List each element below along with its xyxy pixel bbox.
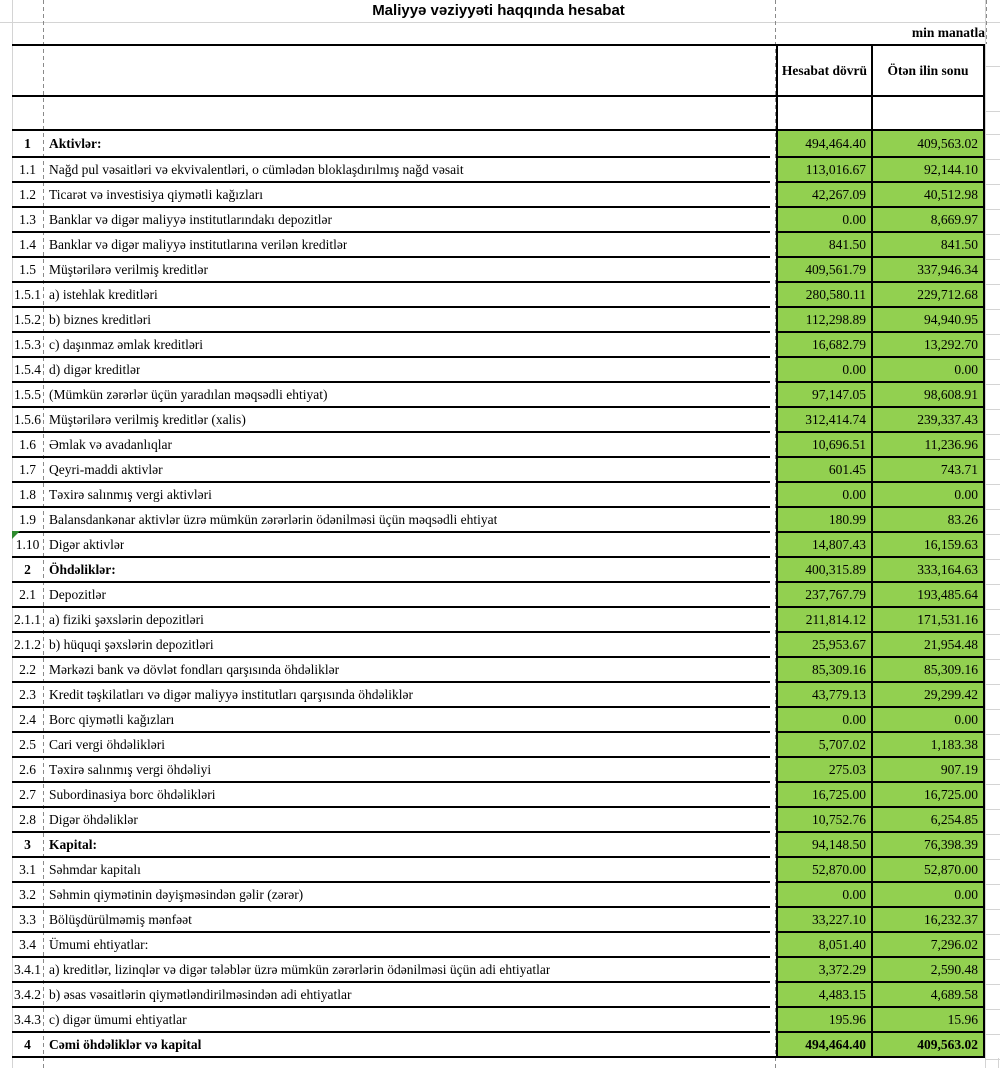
table-row bbox=[12, 656, 770, 681]
row-number-cell[interactable]: 3.3 bbox=[19, 911, 36, 927]
value-cell-current[interactable]: 113,016.67 bbox=[778, 158, 873, 181]
row-label-cell[interactable]: Əmlak və avadanlıqlar bbox=[49, 436, 172, 452]
row-number-cell[interactable]: 1.2 bbox=[19, 186, 36, 202]
table-row bbox=[12, 456, 770, 481]
gridline bbox=[985, 1059, 1000, 1060]
table-row bbox=[12, 981, 770, 1006]
value-cell-current[interactable]: 43,779.13 bbox=[778, 683, 873, 706]
row-number-cell[interactable]: 3 bbox=[24, 836, 31, 852]
table-row bbox=[12, 156, 770, 181]
empty-cell-border bbox=[871, 97, 873, 129]
table-row-values bbox=[778, 831, 983, 856]
row-label-cell[interactable]: Cəmi öhdəliklər və kapital bbox=[49, 1036, 202, 1052]
value-cell-previous[interactable]: 21,954.48 bbox=[873, 633, 983, 656]
value-cell-previous[interactable]: 337,946.34 bbox=[873, 258, 983, 281]
row-number-cell[interactable]: 1.10 bbox=[15, 536, 40, 552]
value-cell-previous[interactable]: 76,398.39 bbox=[873, 833, 983, 856]
value-cell-previous[interactable]: 7,296.02 bbox=[873, 933, 983, 956]
table-row bbox=[12, 231, 770, 256]
value-cell-previous[interactable]: 841.50 bbox=[873, 233, 983, 256]
value-cell-current[interactable]: 0.00 bbox=[778, 208, 873, 231]
row-number-cell[interactable]: 3.1 bbox=[19, 861, 36, 877]
value-cell-previous[interactable]: 193,485.64 bbox=[873, 583, 983, 606]
gridline bbox=[985, 684, 1000, 685]
table-row-values bbox=[778, 1031, 983, 1056]
row-label-cell[interactable]: a) istehlak kreditləri bbox=[49, 286, 158, 302]
comment-marker-icon bbox=[12, 531, 20, 539]
table-row-values bbox=[778, 281, 983, 306]
table-row-values bbox=[778, 981, 983, 1006]
table-row-values bbox=[778, 131, 983, 156]
gridline bbox=[985, 959, 1000, 960]
table-row bbox=[12, 931, 770, 956]
table-row bbox=[12, 1006, 770, 1031]
row-label-cell[interactable]: b) biznes kreditləri bbox=[49, 311, 151, 327]
table-row bbox=[12, 756, 770, 781]
row-label-cell[interactable]: Banklar və digər maliyyə institutlarına verilən kreditlər bbox=[49, 236, 348, 252]
table-row-values bbox=[778, 681, 983, 706]
value-cell-previous[interactable]: 85,309.16 bbox=[873, 658, 983, 681]
row-number-cell[interactable]: 1.4 bbox=[19, 236, 36, 252]
value-cell-previous[interactable]: 0.00 bbox=[873, 883, 983, 906]
gridline bbox=[985, 134, 1000, 135]
row-label-cell[interactable]: Mərkəzi bank və dövlət fondları qarşısında öhdəliklər bbox=[49, 661, 340, 677]
table-row-values bbox=[778, 406, 983, 431]
value-cell-current[interactable]: 0.00 bbox=[778, 358, 873, 381]
table-row-values bbox=[778, 531, 983, 556]
row-label-cell[interactable]: Borc qiymətli kağızları bbox=[49, 711, 175, 727]
row-number-cell[interactable]: 2 bbox=[24, 561, 31, 577]
value-cell-previous[interactable]: 333,164.63 bbox=[873, 558, 983, 581]
value-cell-current[interactable]: 0.00 bbox=[778, 708, 873, 731]
row-number-cell[interactable]: 2.1 bbox=[19, 586, 36, 602]
table-row bbox=[12, 681, 770, 706]
gridline bbox=[985, 111, 1000, 112]
table-row bbox=[12, 431, 770, 456]
table-row bbox=[12, 481, 770, 506]
value-cell-current[interactable]: 494,464.40 bbox=[778, 1033, 873, 1056]
row-number-cell[interactable]: 1.5.3 bbox=[14, 336, 41, 352]
table-row bbox=[12, 556, 770, 581]
value-cell-previous[interactable]: 1,183.38 bbox=[873, 733, 983, 756]
row-label-cell[interactable]: Subordinasiya borc öhdəlikləri bbox=[49, 786, 216, 802]
table-row-values bbox=[778, 856, 983, 881]
row-number-cell[interactable]: 1.7 bbox=[19, 461, 36, 477]
value-cell-previous[interactable]: 0.00 bbox=[873, 358, 983, 381]
value-cell-current[interactable]: 3,372.29 bbox=[778, 958, 873, 981]
gridline bbox=[985, 984, 1000, 985]
gridline bbox=[985, 884, 1000, 885]
row-number-cell[interactable]: 3.4.2 bbox=[14, 986, 41, 1002]
row-number-cell[interactable]: 2.8 bbox=[19, 811, 36, 827]
value-cell-previous[interactable]: 16,159.63 bbox=[873, 533, 983, 556]
gridline bbox=[985, 509, 1000, 510]
table-row-values bbox=[778, 431, 983, 456]
value-cell-previous[interactable]: 16,232.37 bbox=[873, 908, 983, 931]
table-row-values bbox=[778, 206, 983, 231]
value-cell-previous[interactable]: 907.19 bbox=[873, 758, 983, 781]
value-cell-current[interactable]: 494,464.40 bbox=[778, 131, 873, 156]
row-label-cell[interactable]: Səhmin qiymətinin dəyişməsindən gəlir (zərər) bbox=[49, 886, 304, 902]
table-row-values bbox=[778, 331, 983, 356]
gridline bbox=[985, 1009, 1000, 1010]
gridline bbox=[985, 559, 1000, 560]
value-cell-current[interactable]: 94,148.50 bbox=[778, 833, 873, 856]
table-row bbox=[12, 281, 770, 306]
gridline bbox=[985, 934, 1000, 935]
table-row-values bbox=[778, 231, 983, 256]
row-number-cell[interactable]: 1 bbox=[24, 135, 31, 151]
value-cell-previous[interactable]: 13,292.70 bbox=[873, 333, 983, 356]
value-cell-current[interactable]: 400,315.89 bbox=[778, 558, 873, 581]
table-row-values bbox=[778, 606, 983, 631]
row-number-cell[interactable]: 2.2 bbox=[19, 661, 36, 677]
page-break-line bbox=[986, 0, 987, 44]
table-row-values bbox=[778, 731, 983, 756]
table-row-values bbox=[778, 456, 983, 481]
table-row-values bbox=[778, 906, 983, 931]
row-number-cell[interactable]: 3.4 bbox=[19, 936, 36, 952]
gridline bbox=[985, 459, 1000, 460]
gridline bbox=[985, 584, 1000, 585]
row-number-cell[interactable]: 2.5 bbox=[19, 736, 36, 752]
value-cell-previous[interactable]: 11,236.96 bbox=[873, 433, 983, 456]
value-cell-current[interactable]: 601.45 bbox=[778, 458, 873, 481]
gridline bbox=[985, 309, 1000, 310]
table-row bbox=[12, 406, 770, 431]
gridline bbox=[985, 409, 1000, 410]
table-row bbox=[12, 631, 770, 656]
value-cell-previous[interactable]: 98,608.91 bbox=[873, 383, 983, 406]
row-label-column bbox=[12, 131, 770, 1056]
value-cell-previous[interactable]: 4,689.58 bbox=[873, 983, 983, 1006]
row-label-cell[interactable]: c) digər ümumi ehtiyatlar bbox=[49, 1011, 187, 1027]
row-number-cell[interactable]: 3.4.1 bbox=[14, 961, 41, 977]
value-cell-current[interactable]: 10,696.51 bbox=[778, 433, 873, 456]
row-label-cell[interactable]: Cari vergi öhdəlikləri bbox=[49, 736, 165, 752]
table-row bbox=[12, 131, 770, 156]
row-label-cell[interactable]: Bölüşdürülməmiş mənfəət bbox=[49, 911, 192, 927]
row-number-cell[interactable]: 1.8 bbox=[19, 486, 36, 502]
row-label-cell[interactable]: a) fiziki şəxslərin depozitləri bbox=[49, 611, 204, 627]
table-row-values bbox=[778, 956, 983, 981]
table-row-values bbox=[778, 506, 983, 531]
table-row-values bbox=[778, 706, 983, 731]
table-row bbox=[12, 906, 770, 931]
table-row-values bbox=[778, 256, 983, 281]
table-row-values bbox=[778, 631, 983, 656]
table-row bbox=[12, 531, 770, 556]
row-number-cell[interactable]: 1.9 bbox=[19, 511, 36, 527]
value-cell-previous[interactable]: 83.26 bbox=[873, 508, 983, 531]
table-row bbox=[12, 881, 770, 906]
table-row-values bbox=[778, 1006, 983, 1031]
row-number-cell[interactable]: 2.6 bbox=[19, 761, 36, 777]
row-label-cell[interactable]: b) hüquqi şəxslərin depozitləri bbox=[49, 636, 214, 652]
row-label-cell[interactable]: Müştərilərə verilmiş kreditlər bbox=[49, 261, 208, 277]
value-cell-current[interactable]: 0.00 bbox=[778, 483, 873, 506]
row-label-cell[interactable]: Banklar və digər maliyyə institutlarındakı depozitlər bbox=[49, 211, 333, 227]
row-label-cell[interactable]: (Mümkün zərərlər üçün yaradılan məqsədli ehtiyat) bbox=[49, 386, 328, 402]
value-cell-current[interactable]: 211,814.12 bbox=[778, 608, 873, 631]
gridline bbox=[985, 209, 1000, 210]
value-cell-current[interactable]: 85,309.16 bbox=[778, 658, 873, 681]
table-row bbox=[12, 831, 770, 856]
row-label-cell[interactable]: Ticarət və investisiya qiymətli kağızları bbox=[49, 186, 263, 202]
value-cell-current[interactable]: 25,953.67 bbox=[778, 633, 873, 656]
table-row bbox=[12, 506, 770, 531]
gridline bbox=[985, 384, 1000, 385]
table-row bbox=[12, 381, 770, 406]
gridline bbox=[985, 159, 1000, 160]
value-cell-current[interactable]: 4,483.15 bbox=[778, 983, 873, 1006]
gridline bbox=[985, 809, 1000, 810]
value-cell-current[interactable]: 841.50 bbox=[778, 233, 873, 256]
row-number-cell[interactable]: 1.3 bbox=[19, 211, 36, 227]
value-cell-previous[interactable]: 229,712.68 bbox=[873, 283, 983, 306]
row-label-cell[interactable]: Digər öhdəliklər bbox=[49, 811, 138, 827]
gridline bbox=[985, 1034, 1000, 1035]
value-cell-previous[interactable]: 743.71 bbox=[873, 458, 983, 481]
unit-note: min manatla bbox=[911, 25, 985, 40]
table-row bbox=[12, 581, 770, 606]
value-cell-previous[interactable]: 8,669.97 bbox=[873, 208, 983, 231]
table-row-values bbox=[778, 306, 983, 331]
value-cell-previous[interactable]: 29,299.42 bbox=[873, 683, 983, 706]
value-cell-previous[interactable]: 409,563.02 bbox=[873, 131, 983, 156]
value-cell-previous[interactable]: 16,725.00 bbox=[873, 783, 983, 806]
table-row-values bbox=[778, 781, 983, 806]
row-label-cell[interactable]: Depozitlər bbox=[49, 586, 106, 602]
table-row-values bbox=[778, 356, 983, 381]
row-label-cell[interactable]: Təxirə salınmış vergi aktivləri bbox=[49, 486, 212, 502]
gridline bbox=[985, 859, 1000, 860]
column-header-current[interactable]: Hesabat dövrü bbox=[778, 46, 873, 95]
gridline bbox=[985, 659, 1000, 660]
row-label-cell[interactable]: c) daşınmaz əmlak kreditləri bbox=[49, 336, 204, 352]
row-number-cell[interactable]: 3.4.3 bbox=[14, 1011, 41, 1027]
row-label-cell[interactable]: Kredit təşkilatları və digər maliyyə institutları qarşısında öhdəliklər bbox=[49, 686, 414, 702]
row-label-cell[interactable]: Aktivlər: bbox=[49, 135, 102, 151]
row-label-cell[interactable]: Kapital: bbox=[49, 836, 98, 852]
row-number-cell[interactable]: 1.6 bbox=[19, 436, 36, 452]
value-cell-previous[interactable]: 94,940.95 bbox=[873, 308, 983, 331]
table-row-values bbox=[778, 481, 983, 506]
row-label-cell[interactable]: Müştərilərə verilmiş kreditlər (xalis) bbox=[49, 411, 246, 427]
table-row-values bbox=[778, 756, 983, 781]
table-row bbox=[12, 731, 770, 756]
column-header-previous[interactable]: Ötən ilin sonu bbox=[887, 63, 969, 78]
gridline bbox=[985, 359, 1000, 360]
row-number-cell[interactable]: 1.5.4 bbox=[14, 361, 41, 377]
row-label-cell[interactable]: Səhmdar kapitalı bbox=[49, 861, 141, 877]
value-cell-current[interactable]: 16,682.79 bbox=[778, 333, 873, 356]
row-number-cell[interactable]: 2.1.2 bbox=[14, 636, 41, 652]
row-number-cell[interactable]: 1.5.5 bbox=[14, 386, 41, 402]
gridline bbox=[985, 284, 1000, 285]
table-row bbox=[12, 181, 770, 206]
value-cell-previous[interactable]: 239,337.43 bbox=[873, 408, 983, 431]
row-number-cell[interactable]: 2.3 bbox=[19, 686, 36, 702]
gridline bbox=[985, 484, 1000, 485]
value-cell-current[interactable]: 33,227.10 bbox=[778, 908, 873, 931]
gridline bbox=[985, 734, 1000, 735]
column-header-box bbox=[776, 44, 985, 97]
value-cell-previous[interactable]: 15.96 bbox=[873, 1008, 983, 1031]
value-cell-current[interactable]: 52,870.00 bbox=[778, 858, 873, 881]
empty-cell-border bbox=[776, 97, 778, 129]
table-row-values bbox=[778, 381, 983, 406]
rule-line bbox=[12, 95, 985, 97]
row-number-cell[interactable]: 2.4 bbox=[19, 711, 36, 727]
table-row bbox=[12, 256, 770, 281]
row-number-cell[interactable]: 1.5.2 bbox=[14, 311, 41, 327]
row-label-cell[interactable]: Qeyri-maddi aktivlər bbox=[49, 461, 163, 477]
row-number-cell[interactable]: 1.1 bbox=[19, 161, 36, 177]
table-row bbox=[12, 356, 770, 381]
sheet-title: Maliyyə vəziyyəti haqqında hesabat bbox=[372, 2, 625, 19]
row-number-cell[interactable]: 1.5.6 bbox=[14, 411, 41, 427]
gridline bbox=[985, 234, 1000, 235]
table-row bbox=[12, 956, 770, 981]
table-row-values bbox=[778, 931, 983, 956]
value-cell-previous[interactable]: 40,512.98 bbox=[873, 183, 983, 206]
value-cell-current[interactable]: 42,267.09 bbox=[778, 183, 873, 206]
row-label-cell[interactable]: Nağd pul vəsaitləri və ekvivalentləri, o cümlədən bloklaşdırılmış nağd vəsait bbox=[49, 161, 464, 177]
row-label-cell[interactable]: d) digər kreditlər bbox=[49, 361, 141, 377]
gridline bbox=[985, 784, 1000, 785]
value-cell-current[interactable]: 16,725.00 bbox=[778, 783, 873, 806]
gridline bbox=[985, 434, 1000, 435]
value-cell-current[interactable]: 275.03 bbox=[778, 758, 873, 781]
value-cell-previous[interactable]: 52,870.00 bbox=[873, 858, 983, 881]
table-row-values bbox=[778, 881, 983, 906]
row-number-cell[interactable]: 4 bbox=[24, 1036, 31, 1052]
row-number-cell[interactable]: 2.7 bbox=[19, 786, 36, 802]
value-cell-current[interactable]: 5,707.02 bbox=[778, 733, 873, 756]
value-cell-previous[interactable]: 0.00 bbox=[873, 483, 983, 506]
value-cell-current[interactable]: 10,752.76 bbox=[778, 808, 873, 831]
gridline bbox=[985, 334, 1000, 335]
value-cell-previous[interactable]: 6,254.85 bbox=[873, 808, 983, 831]
row-number-cell[interactable]: 1.5 bbox=[19, 261, 36, 277]
table-row bbox=[12, 706, 770, 731]
value-cell-current[interactable]: 14,807.43 bbox=[778, 533, 873, 556]
row-number-cell[interactable]: 2.1.1 bbox=[14, 611, 41, 627]
gridline bbox=[985, 634, 1000, 635]
gridline bbox=[985, 259, 1000, 260]
table-row-values bbox=[778, 181, 983, 206]
row-label-cell[interactable]: Balansdankənar aktivlər üzrə mümkün zərərlərin ödənilməsi üçün məqsədli ehtiyat bbox=[49, 511, 498, 527]
rule-line bbox=[12, 44, 985, 46]
table-row bbox=[12, 206, 770, 231]
table-row bbox=[12, 856, 770, 881]
table-row bbox=[12, 306, 770, 331]
gridline bbox=[985, 609, 1000, 610]
gridline bbox=[985, 184, 1000, 185]
empty-cell-border bbox=[983, 97, 985, 129]
value-cell-current[interactable]: 112,298.89 bbox=[778, 308, 873, 331]
row-label-cell[interactable]: Təxirə salınmış vergi öhdəliyi bbox=[49, 761, 212, 777]
gridline bbox=[985, 709, 1000, 710]
rule-line bbox=[12, 1056, 985, 1058]
value-cell-previous[interactable]: 2,590.48 bbox=[873, 958, 983, 981]
table-row bbox=[12, 331, 770, 356]
table-row-values bbox=[778, 656, 983, 681]
value-cell-previous[interactable]: 171,531.16 bbox=[873, 608, 983, 631]
row-label-cell[interactable]: Ümumi ehtiyatlar: bbox=[49, 936, 149, 952]
table-row bbox=[12, 606, 770, 631]
gridline bbox=[985, 834, 1000, 835]
table-row bbox=[12, 1031, 770, 1056]
row-label-cell[interactable]: b) əsas vəsaitlərin qiymətləndirilməsindən adi ehtiyatlar bbox=[49, 986, 352, 1002]
rule-line bbox=[12, 129, 985, 131]
table-row bbox=[12, 781, 770, 806]
value-cell-current[interactable]: 195.96 bbox=[778, 1008, 873, 1031]
table-row-values bbox=[778, 806, 983, 831]
value-cell-current[interactable]: 312,414.74 bbox=[778, 408, 873, 431]
value-cell-current[interactable]: 237,767.79 bbox=[778, 583, 873, 606]
gridline bbox=[985, 759, 1000, 760]
row-label-cell[interactable]: Öhdəliklər: bbox=[49, 561, 116, 577]
value-cell-current[interactable]: 97,147.05 bbox=[778, 383, 873, 406]
value-cell-current[interactable]: 280,580.11 bbox=[778, 283, 873, 306]
table-row-values bbox=[778, 156, 983, 181]
value-columns bbox=[776, 131, 985, 1056]
value-cell-previous[interactable]: 92,144.10 bbox=[873, 158, 983, 181]
value-cell-current[interactable]: 180.99 bbox=[778, 508, 873, 531]
table-row-values bbox=[778, 581, 983, 606]
row-label-cell[interactable]: a) kreditlər, lizinqlər və digər tələblər üzrə mümkün zərərlərin ödənilməsi üçün adi ehtiyatlar bbox=[49, 961, 551, 977]
row-number-cell[interactable]: 3.2 bbox=[19, 886, 36, 902]
value-cell-previous[interactable]: 409,563.02 bbox=[873, 1033, 983, 1056]
gridline bbox=[985, 66, 1000, 67]
value-cell-current[interactable]: 0.00 bbox=[778, 883, 873, 906]
gridline bbox=[985, 909, 1000, 910]
table-row bbox=[12, 806, 770, 831]
gridline bbox=[985, 534, 1000, 535]
value-cell-current[interactable]: 8,051.40 bbox=[778, 933, 873, 956]
value-cell-current[interactable]: 409,561.79 bbox=[778, 258, 873, 281]
row-label-cell[interactable]: Digər aktivlər bbox=[49, 536, 125, 552]
value-cell-previous[interactable]: 0.00 bbox=[873, 708, 983, 731]
row-number-cell[interactable]: 1.5.1 bbox=[14, 286, 41, 302]
table-row-values bbox=[778, 556, 983, 581]
